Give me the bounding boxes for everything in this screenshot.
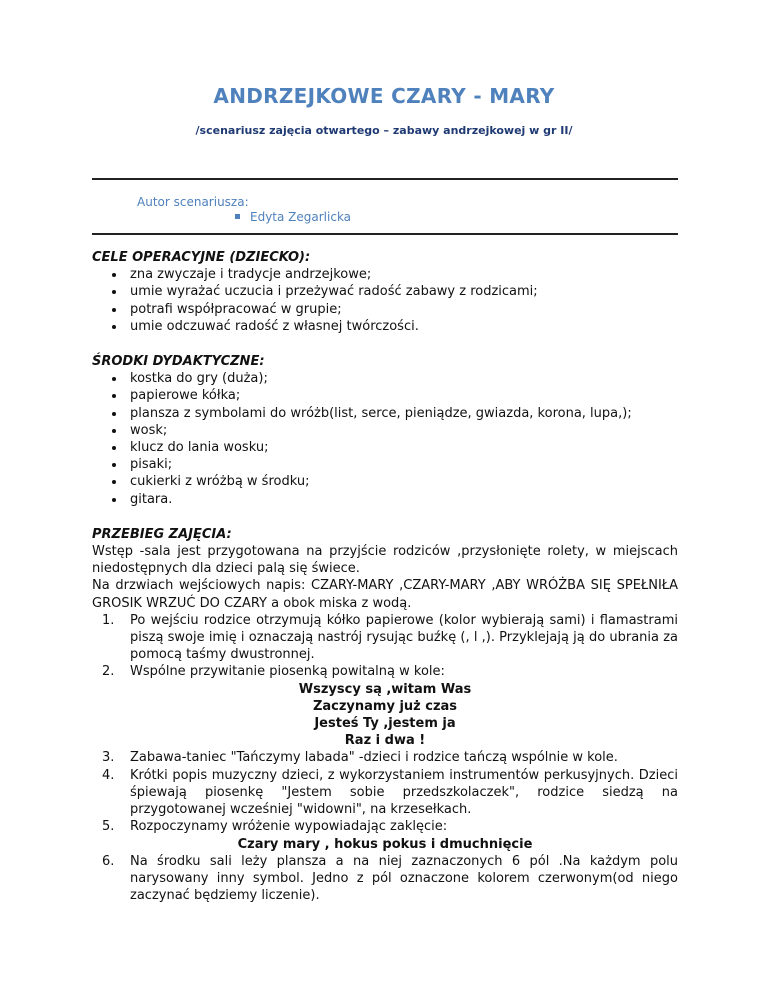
square-bullet-icon bbox=[235, 214, 240, 219]
course-steps bbox=[92, 612, 678, 904]
list-item: papierowe kółka; bbox=[92, 387, 678, 404]
top-divider bbox=[92, 178, 678, 180]
bottom-divider bbox=[92, 233, 678, 235]
course-intro-2: Na drzwiach wejściowych napis: CZARY-MARY ,CZARY-MARY ,ABY WRÓŻBA SIĘ SPEŁNIŁA GROSIK WRZUĆ DO CZARY a obok miska z wodą. bbox=[92, 578, 678, 611]
list-item: 2. Wspólne przywitanie piosenką powitalną w kole: Wszyscy są ,witam Was Zaczynamy już czas Jesteś Ty ,jestem ja Raz i dwa ! bbox=[92, 663, 678, 749]
list-item: umie wyrażać uczucia i przeżywać radość zabawy z rodzicami; bbox=[92, 283, 678, 300]
author-name: Edyta Zegarlicka bbox=[250, 210, 352, 224]
list-item: 3. Zabawa-taniec "Tańczymy labada" -dzieci i rodzice tańczą wspólnie w kole. bbox=[102, 750, 618, 766]
bullet-icon bbox=[112, 463, 116, 467]
bullet-icon bbox=[112, 498, 116, 502]
page-subtitle: /scenariusz zajęcia otwartego – zabawy andrzejkowej w gr II/ bbox=[195, 124, 573, 137]
bullet-icon bbox=[112, 273, 116, 277]
bullet-icon bbox=[112, 394, 116, 398]
list-item: umie odczuwać radość z własnej twórczości. bbox=[92, 318, 678, 335]
list-item: 1. Po wejściu rodzice otrzymują kółko papierowe (kolor wybierają sami) i flamastrami piszą swoje imię i oznaczają nastrój rysując buźkę (, l ,). Przyklejają ją do ubrania za pomocą taśmy dwustronnej. bbox=[102, 612, 678, 663]
bullet-icon bbox=[112, 290, 116, 294]
goals-list bbox=[92, 266, 678, 335]
list-item: plansza z symbolami do wróżb(list, serce, pieniądze, gwiazda, korona, lupa,); bbox=[92, 405, 678, 422]
song-line: Zaczynamy już czas bbox=[312, 698, 458, 714]
song-line: Jesteś Ty ,jestem ja bbox=[314, 716, 456, 732]
list-item: wosk; bbox=[92, 422, 678, 439]
list-item: potrafi współpracować w grupie; bbox=[92, 301, 678, 318]
list-item: klucz do lania wosku; bbox=[92, 439, 678, 456]
author-label: Autor scenariusza: bbox=[137, 195, 249, 209]
author-name-item bbox=[235, 210, 351, 224]
song-line: Raz i dwa ! bbox=[344, 733, 426, 749]
document-body bbox=[92, 249, 678, 904]
bullet-icon bbox=[112, 377, 116, 381]
resources-list bbox=[92, 370, 678, 508]
list-item: gitara. bbox=[92, 491, 678, 508]
list-item: 6. Na środku sali leży plansza a na niej zaznaczonych 6 pól .Na każdym polu narysowany inny symbol. Jedno z pól oznaczone kolorem czerwonym(od niego zaczynać będziemy liczenie). bbox=[102, 853, 678, 904]
list-item: zna zwyczaje i tradycje andrzejkowe; bbox=[92, 266, 678, 283]
page-title: ANDRZEJKOWE CZARY - MARY bbox=[213, 84, 555, 108]
goals-heading: CELE OPERACYJNE (DZIECKO): bbox=[92, 250, 311, 265]
bullet-icon bbox=[112, 446, 116, 450]
bullet-icon bbox=[112, 429, 116, 433]
resources-heading: ŚRODKI DYDAKTYCZNE: bbox=[92, 354, 265, 370]
spell-line: Czary mary , hokus pokus i dmuchnięcie bbox=[237, 836, 533, 852]
song-line: Wszyscy są ,witam Was bbox=[298, 681, 472, 697]
list-item: cukierki z wróżbą w środku; bbox=[92, 473, 678, 490]
list-item: kostka do gry (duża); bbox=[92, 370, 678, 387]
bullet-icon bbox=[112, 325, 116, 329]
course-intro-1: Wstęp -sala jest przygotowana na przyjście rodziców ,przysłonięte rolety, w miejscach niedostępnych dla dzieci palą się świece. bbox=[92, 544, 678, 577]
bullet-icon bbox=[112, 412, 116, 416]
list-item: 4. Krótki popis muzyczny dzieci, z wykorzystaniem instrumentów perkusyjnych. Dzieci śpiewają piosenkę "Jestem sobie przedszkolaczek", rodzice siedzą na przygotowanej wcześniej "widowni", na krzesełkach. bbox=[102, 767, 678, 818]
list-item: 5. Rozpoczynamy wróżenie wypowiadając zaklęcie: Czary mary , hokus pokus i dmuchnięcie bbox=[92, 818, 678, 852]
list-item: pisaki; bbox=[92, 456, 678, 473]
bullet-icon bbox=[112, 480, 116, 484]
course-heading: PRZEBIEG ZAJĘCIA: bbox=[92, 526, 232, 542]
bullet-icon bbox=[112, 308, 116, 312]
